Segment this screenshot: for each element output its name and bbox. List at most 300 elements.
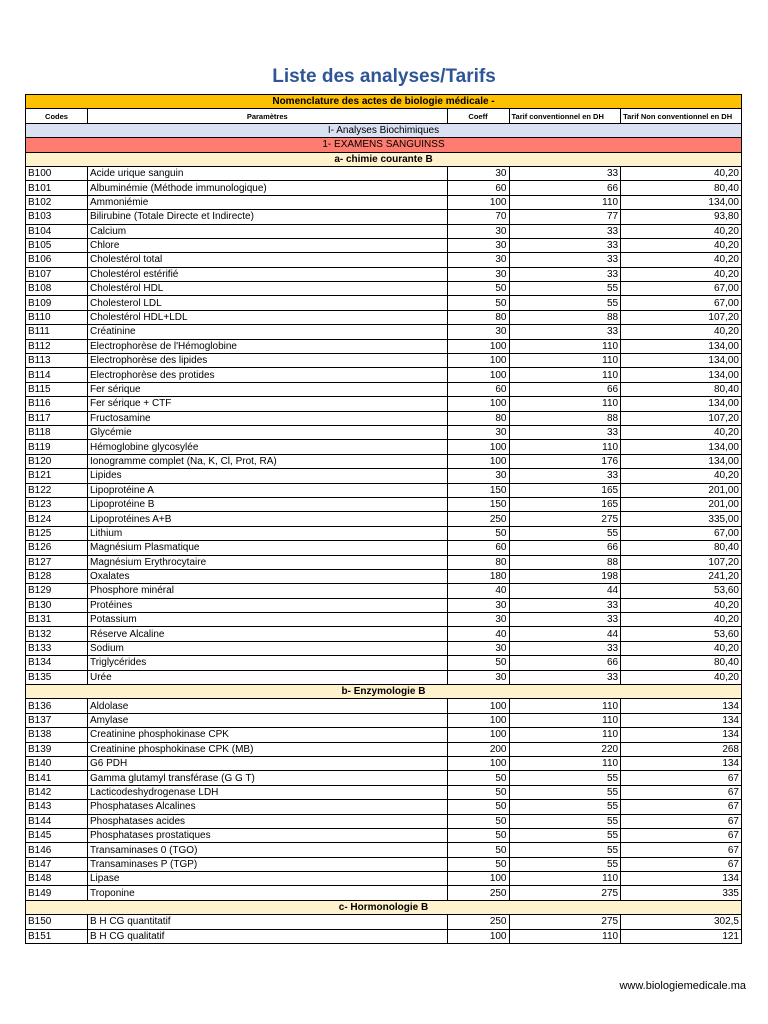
cell-param: Urée [87, 670, 447, 684]
cell-param: Créatinine [87, 325, 447, 339]
cell-tarif-conventionnel: 33 [509, 670, 621, 684]
table-row [26, 238, 742, 252]
cell-coeff: 50 [447, 843, 509, 857]
table-row [26, 210, 742, 224]
cell-coeff: 100 [447, 454, 509, 468]
cell-code: B131 [26, 613, 88, 627]
cell-code: B148 [26, 872, 88, 886]
cell-tarif-conventionnel: 110 [509, 368, 621, 382]
table-row [26, 872, 742, 886]
cell-coeff: 100 [447, 872, 509, 886]
cell-param: Protéines [87, 598, 447, 612]
cell-tarif-conventionnel: 55 [509, 526, 621, 540]
cell-coeff: 30 [447, 598, 509, 612]
cell-code: B134 [26, 656, 88, 670]
cell-code: B149 [26, 886, 88, 900]
cell-code: B102 [26, 195, 88, 209]
cell-code: B150 [26, 915, 88, 929]
cell-tarif-non-conventionnel: 67 [621, 771, 742, 785]
table-row [26, 771, 742, 785]
table-row [26, 397, 742, 411]
cell-code: B146 [26, 843, 88, 857]
cell-code: B136 [26, 699, 88, 713]
cell-param: Phosphatases Alcalines [87, 800, 447, 814]
header-tarif-conventionnel: Tarif conventionnel en DH [509, 109, 621, 123]
cell-tarif-conventionnel: 55 [509, 785, 621, 799]
cell-tarif-non-conventionnel: 40,20 [621, 166, 742, 180]
table-row [26, 195, 742, 209]
table-row [26, 166, 742, 180]
cell-coeff: 100 [447, 699, 509, 713]
cell-tarif-non-conventionnel: 67,00 [621, 526, 742, 540]
cell-coeff: 50 [447, 771, 509, 785]
cell-tarif-conventionnel: 110 [509, 929, 621, 943]
table-row [26, 728, 742, 742]
cell-code: B117 [26, 411, 88, 425]
cell-coeff: 100 [447, 440, 509, 454]
cell-tarif-non-conventionnel: 121 [621, 929, 742, 943]
header-param: Paramètres [87, 109, 447, 123]
cell-tarif-conventionnel: 33 [509, 267, 621, 281]
table-row [26, 828, 742, 842]
cell-code: B132 [26, 627, 88, 641]
header-code: Codes [26, 109, 88, 123]
cell-coeff: 250 [447, 886, 509, 900]
cell-param: Acide urique sanguin [87, 166, 447, 180]
cell-coeff: 80 [447, 555, 509, 569]
cell-tarif-conventionnel: 110 [509, 397, 621, 411]
cell-tarif-conventionnel: 88 [509, 411, 621, 425]
cell-tarif-non-conventionnel: 134,00 [621, 397, 742, 411]
table-row [26, 325, 742, 339]
cell-param: Fructosamine [87, 411, 447, 425]
cell-tarif-conventionnel: 55 [509, 843, 621, 857]
cell-param: Lacticodeshydrogenase LDH [87, 785, 447, 799]
cell-tarif-non-conventionnel: 67,00 [621, 282, 742, 296]
cell-param: Electrophorèse de l'Hémoglobine [87, 339, 447, 353]
cell-tarif-conventionnel: 33 [509, 224, 621, 238]
cell-tarif-non-conventionnel: 134 [621, 872, 742, 886]
cell-coeff: 100 [447, 354, 509, 368]
cell-tarif-conventionnel: 33 [509, 166, 621, 180]
cell-param: Cholestérol estérifié [87, 267, 447, 281]
cell-code: B106 [26, 253, 88, 267]
tariff-table [25, 94, 742, 944]
cell-param: Creatinine phosphokinase CPK [87, 728, 447, 742]
cell-param: Magnésium Plasmatique [87, 541, 447, 555]
cell-coeff: 30 [447, 425, 509, 439]
cell-tarif-conventionnel: 176 [509, 454, 621, 468]
section-title: 1- EXAMENS SANGUINSS [26, 138, 742, 152]
cell-coeff: 180 [447, 569, 509, 583]
cell-coeff: 50 [447, 828, 509, 842]
cell-coeff: 30 [447, 166, 509, 180]
table-row [26, 296, 742, 310]
cell-tarif-non-conventionnel: 134,00 [621, 454, 742, 468]
cell-tarif-conventionnel: 110 [509, 872, 621, 886]
cell-tarif-non-conventionnel: 335,00 [621, 512, 742, 526]
cell-tarif-non-conventionnel: 40,20 [621, 425, 742, 439]
cell-tarif-conventionnel: 110 [509, 713, 621, 727]
cell-tarif-non-conventionnel: 67 [621, 800, 742, 814]
header-row [26, 109, 742, 123]
cell-param: Amylase [87, 713, 447, 727]
cell-tarif-non-conventionnel: 67 [621, 785, 742, 799]
cell-coeff: 200 [447, 742, 509, 756]
cell-coeff: 50 [447, 282, 509, 296]
cell-tarif-conventionnel: 110 [509, 756, 621, 770]
cell-param: Calcium [87, 224, 447, 238]
cell-tarif-conventionnel: 110 [509, 699, 621, 713]
cell-code: B142 [26, 785, 88, 799]
cell-coeff: 80 [447, 310, 509, 324]
cell-tarif-non-conventionnel: 134 [621, 713, 742, 727]
table-row [26, 843, 742, 857]
table-row [26, 670, 742, 684]
cell-param: Troponine [87, 886, 447, 900]
table-row [26, 497, 742, 511]
cell-param: Albuminémie (Méthode immunologique) [87, 181, 447, 195]
table-row [26, 339, 742, 353]
cell-tarif-conventionnel: 165 [509, 483, 621, 497]
cell-code: B109 [26, 296, 88, 310]
cell-param: Cholestérol HDL+LDL [87, 310, 447, 324]
cell-param: Phosphatases acides [87, 814, 447, 828]
cell-param: Lithium [87, 526, 447, 540]
cell-code: B144 [26, 814, 88, 828]
table-row [26, 814, 742, 828]
cell-tarif-non-conventionnel: 67,00 [621, 296, 742, 310]
table-row [26, 569, 742, 583]
cell-tarif-conventionnel: 33 [509, 469, 621, 483]
cell-param: Gamma glutamyl transférase (G G T) [87, 771, 447, 785]
cell-param: Glycémie [87, 425, 447, 439]
cell-tarif-non-conventionnel: 40,20 [621, 469, 742, 483]
footer-url[interactable]: www.biologiemedicale.ma [619, 980, 746, 992]
cell-code: B143 [26, 800, 88, 814]
cell-param: G6 PDH [87, 756, 447, 770]
cell-param: Aldolase [87, 699, 447, 713]
cell-param: Sodium [87, 641, 447, 655]
cell-tarif-non-conventionnel: 134,00 [621, 440, 742, 454]
cell-code: B105 [26, 238, 88, 252]
cell-tarif-non-conventionnel: 241,20 [621, 569, 742, 583]
cell-param: Magnésium Erythrocytaire [87, 555, 447, 569]
cell-param: Transaminases 0 (TGO) [87, 843, 447, 857]
table-row [26, 310, 742, 324]
group-title: b- Enzymologie B [26, 685, 742, 699]
cell-param: Fer sérique [87, 382, 447, 396]
page-title: Liste des analyses/Tarifs [272, 66, 496, 87]
cell-code: B135 [26, 670, 88, 684]
cell-tarif-non-conventionnel: 40,20 [621, 267, 742, 281]
cell-coeff: 30 [447, 613, 509, 627]
cell-tarif-conventionnel: 77 [509, 210, 621, 224]
cell-coeff: 50 [447, 526, 509, 540]
cell-tarif-non-conventionnel: 40,20 [621, 253, 742, 267]
cell-coeff: 100 [447, 713, 509, 727]
cell-code: B101 [26, 181, 88, 195]
nomenclature-row [26, 95, 742, 109]
cell-tarif-conventionnel: 55 [509, 857, 621, 871]
table-row [26, 742, 742, 756]
cell-code: B140 [26, 756, 88, 770]
cell-code: B115 [26, 382, 88, 396]
table-row [26, 785, 742, 799]
table-row [26, 354, 742, 368]
cell-code: B123 [26, 497, 88, 511]
cell-code: B116 [26, 397, 88, 411]
table-row [26, 641, 742, 655]
cell-tarif-non-conventionnel: 67 [621, 843, 742, 857]
cell-tarif-non-conventionnel: 201,00 [621, 497, 742, 511]
table-row [26, 382, 742, 396]
cell-param: Electrophorèse des protides [87, 368, 447, 382]
cell-code: B108 [26, 282, 88, 296]
table-row [26, 469, 742, 483]
cell-coeff: 50 [447, 656, 509, 670]
cell-tarif-non-conventionnel: 40,20 [621, 598, 742, 612]
cell-tarif-conventionnel: 55 [509, 800, 621, 814]
cell-code: B130 [26, 598, 88, 612]
cell-code: B137 [26, 713, 88, 727]
cell-coeff: 40 [447, 627, 509, 641]
cell-coeff: 150 [447, 497, 509, 511]
table-row [26, 555, 742, 569]
cell-tarif-conventionnel: 66 [509, 656, 621, 670]
cell-param: Ionogramme complet (Na, K, Cl, Prot, RA) [87, 454, 447, 468]
table-row [26, 425, 742, 439]
cell-tarif-non-conventionnel: 53,60 [621, 627, 742, 641]
group-title: c- Hormonologie B [26, 900, 742, 914]
cell-coeff: 50 [447, 785, 509, 799]
cell-tarif-non-conventionnel: 40,20 [621, 325, 742, 339]
cell-code: B111 [26, 325, 88, 339]
cell-tarif-conventionnel: 275 [509, 512, 621, 526]
cell-tarif-conventionnel: 66 [509, 382, 621, 396]
header-coeff: Coeff [447, 109, 509, 123]
cell-tarif-conventionnel: 55 [509, 296, 621, 310]
nomenclature-title: Nomenclature des actes de biologie médicale - [26, 95, 742, 109]
cell-tarif-non-conventionnel: 107,20 [621, 411, 742, 425]
table-row [26, 800, 742, 814]
cell-code: B128 [26, 569, 88, 583]
table-row [26, 541, 742, 555]
cell-tarif-conventionnel: 88 [509, 555, 621, 569]
cell-tarif-conventionnel: 110 [509, 728, 621, 742]
cell-param: Lipoprotéines A+B [87, 512, 447, 526]
cell-tarif-conventionnel: 66 [509, 181, 621, 195]
table-row [26, 512, 742, 526]
cell-code: B119 [26, 440, 88, 454]
cell-param: B H CG quantitatif [87, 915, 447, 929]
cell-coeff: 250 [447, 512, 509, 526]
cell-code: B121 [26, 469, 88, 483]
table-row [26, 282, 742, 296]
cell-tarif-non-conventionnel: 134 [621, 699, 742, 713]
cell-tarif-conventionnel: 33 [509, 641, 621, 655]
cell-tarif-conventionnel: 55 [509, 771, 621, 785]
cell-tarif-non-conventionnel: 40,20 [621, 224, 742, 238]
cell-param: Réserve Alcaline [87, 627, 447, 641]
cell-tarif-non-conventionnel: 134,00 [621, 339, 742, 353]
table-row [26, 886, 742, 900]
cell-tarif-conventionnel: 33 [509, 253, 621, 267]
cell-tarif-non-conventionnel: 134,00 [621, 368, 742, 382]
cell-tarif-non-conventionnel: 201,00 [621, 483, 742, 497]
cell-code: B147 [26, 857, 88, 871]
cell-tarif-non-conventionnel: 67 [621, 857, 742, 871]
category-row [26, 123, 742, 137]
cell-param: Chlore [87, 238, 447, 252]
cell-tarif-non-conventionnel: 40,20 [621, 670, 742, 684]
table-row [26, 627, 742, 641]
cell-param: Oxalates [87, 569, 447, 583]
cell-param: Triglycérides [87, 656, 447, 670]
cell-coeff: 80 [447, 411, 509, 425]
cell-tarif-conventionnel: 33 [509, 598, 621, 612]
group-row [26, 685, 742, 699]
cell-tarif-non-conventionnel: 134 [621, 756, 742, 770]
group-row [26, 152, 742, 166]
cell-tarif-conventionnel: 33 [509, 613, 621, 627]
cell-coeff: 150 [447, 483, 509, 497]
table-row [26, 454, 742, 468]
cell-tarif-non-conventionnel: 40,20 [621, 641, 742, 655]
cell-param: Phosphatases prostatiques [87, 828, 447, 842]
cell-tarif-conventionnel: 44 [509, 627, 621, 641]
cell-coeff: 30 [447, 670, 509, 684]
cell-tarif-conventionnel: 110 [509, 339, 621, 353]
cell-tarif-non-conventionnel: 134,00 [621, 195, 742, 209]
cell-tarif-non-conventionnel: 40,20 [621, 238, 742, 252]
table-row [26, 713, 742, 727]
cell-param: Electrophorèse des lipides [87, 354, 447, 368]
cell-param: Lipoprotéine B [87, 497, 447, 511]
cell-tarif-conventionnel: 110 [509, 440, 621, 454]
cell-tarif-conventionnel: 44 [509, 584, 621, 598]
cell-coeff: 100 [447, 339, 509, 353]
cell-coeff: 250 [447, 915, 509, 929]
cell-coeff: 100 [447, 195, 509, 209]
cell-param: Bilirubine (Totale Directe et Indirecte) [87, 210, 447, 224]
table-row [26, 526, 742, 540]
cell-coeff: 30 [447, 641, 509, 655]
cell-tarif-conventionnel: 33 [509, 238, 621, 252]
cell-code: B141 [26, 771, 88, 785]
cell-tarif-conventionnel: 198 [509, 569, 621, 583]
cell-param: Transaminases P (TGP) [87, 857, 447, 871]
cell-code: B127 [26, 555, 88, 569]
table-row [26, 857, 742, 871]
cell-tarif-non-conventionnel: 80,40 [621, 656, 742, 670]
cell-tarif-non-conventionnel: 80,40 [621, 541, 742, 555]
cell-tarif-conventionnel: 55 [509, 814, 621, 828]
cell-tarif-conventionnel: 33 [509, 325, 621, 339]
cell-tarif-non-conventionnel: 80,40 [621, 181, 742, 195]
cell-coeff: 30 [447, 253, 509, 267]
table-row [26, 253, 742, 267]
cell-tarif-conventionnel: 110 [509, 195, 621, 209]
cell-code: B104 [26, 224, 88, 238]
cell-tarif-conventionnel: 275 [509, 886, 621, 900]
cell-coeff: 30 [447, 224, 509, 238]
cell-code: B113 [26, 354, 88, 368]
cell-code: B151 [26, 929, 88, 943]
table-row [26, 915, 742, 929]
cell-coeff: 60 [447, 382, 509, 396]
table-row [26, 267, 742, 281]
cell-tarif-conventionnel: 165 [509, 497, 621, 511]
cell-coeff: 70 [447, 210, 509, 224]
table-row [26, 440, 742, 454]
cell-coeff: 50 [447, 857, 509, 871]
cell-coeff: 100 [447, 728, 509, 742]
cell-coeff: 100 [447, 368, 509, 382]
cell-code: B122 [26, 483, 88, 497]
cell-coeff: 60 [447, 541, 509, 555]
cell-coeff: 50 [447, 800, 509, 814]
cell-param: Hémoglobine glycosylée [87, 440, 447, 454]
cell-code: B110 [26, 310, 88, 324]
header-tarif-non-conventionnel: Tarif Non conventionnel en DH [621, 109, 742, 123]
cell-code: B133 [26, 641, 88, 655]
cell-coeff: 100 [447, 397, 509, 411]
table-row [26, 699, 742, 713]
cell-code: B125 [26, 526, 88, 540]
cell-param: Potassium [87, 613, 447, 627]
cell-tarif-non-conventionnel: 302,5 [621, 915, 742, 929]
cell-tarif-non-conventionnel: 107,20 [621, 310, 742, 324]
cell-code: B145 [26, 828, 88, 842]
cell-coeff: 30 [447, 469, 509, 483]
cell-coeff: 40 [447, 584, 509, 598]
group-title: a- chimie courante B [26, 152, 742, 166]
cell-param: Ammoniémie [87, 195, 447, 209]
table-row [26, 584, 742, 598]
cell-param: Lipides [87, 469, 447, 483]
cell-tarif-conventionnel: 110 [509, 354, 621, 368]
cell-param: Fer sérique + CTF [87, 397, 447, 411]
cell-tarif-conventionnel: 220 [509, 742, 621, 756]
cell-code: B126 [26, 541, 88, 555]
cell-tarif-conventionnel: 275 [509, 915, 621, 929]
cell-code: B129 [26, 584, 88, 598]
cell-code: B100 [26, 166, 88, 180]
category-title: I- Analyses Biochimiques [26, 123, 742, 137]
cell-param: Cholesterol LDL [87, 296, 447, 310]
cell-coeff: 50 [447, 814, 509, 828]
cell-code: B112 [26, 339, 88, 353]
table-row [26, 224, 742, 238]
table-row [26, 598, 742, 612]
cell-tarif-conventionnel: 66 [509, 541, 621, 555]
cell-code: B103 [26, 210, 88, 224]
cell-coeff: 30 [447, 325, 509, 339]
cell-tarif-non-conventionnel: 335 [621, 886, 742, 900]
cell-code: B138 [26, 728, 88, 742]
cell-code: B124 [26, 512, 88, 526]
table-row [26, 411, 742, 425]
cell-tarif-non-conventionnel: 67 [621, 828, 742, 842]
cell-coeff: 100 [447, 929, 509, 943]
cell-tarif-non-conventionnel: 134,00 [621, 354, 742, 368]
group-row [26, 900, 742, 914]
cell-tarif-non-conventionnel: 67 [621, 814, 742, 828]
cell-coeff: 50 [447, 296, 509, 310]
cell-param: B H CG qualitatif [87, 929, 447, 943]
cell-code: B118 [26, 425, 88, 439]
